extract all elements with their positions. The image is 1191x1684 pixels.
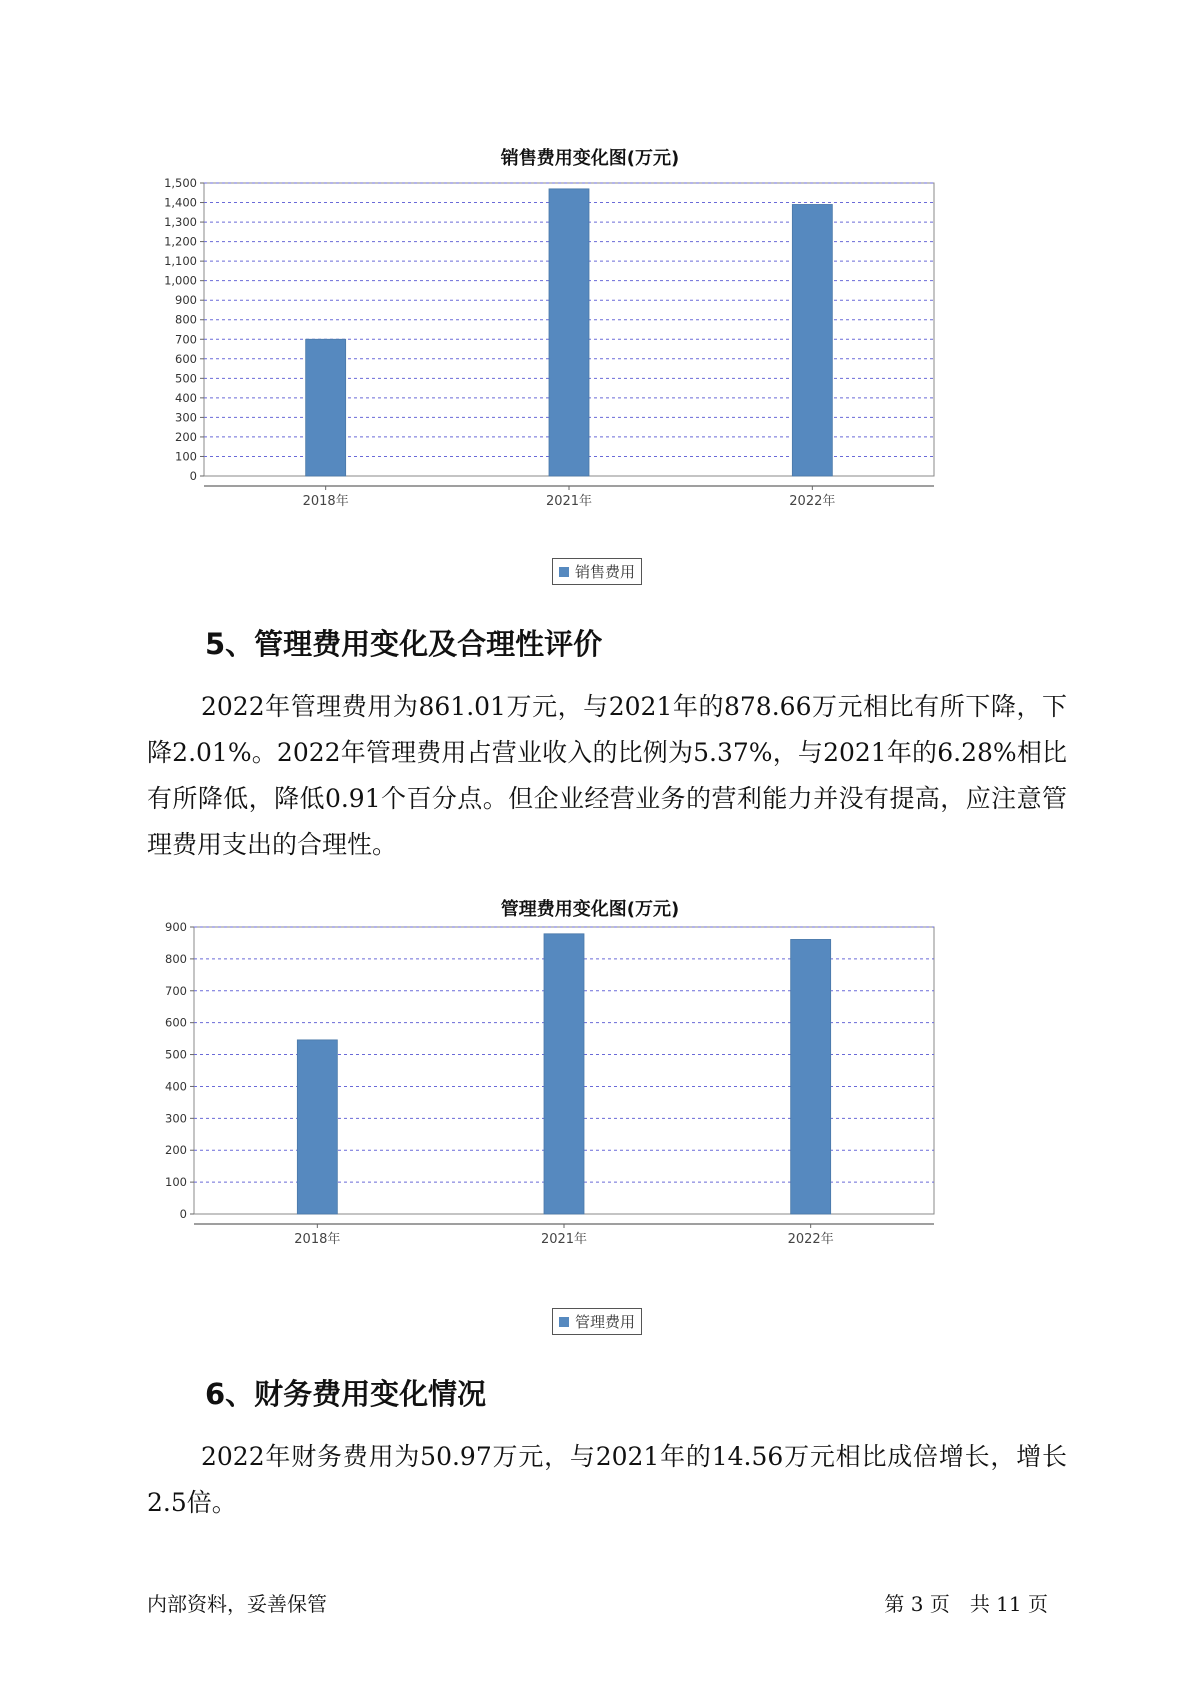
sales-bar [306,339,346,476]
section6-text: 2022年财务费用为50.97万元，与2021年的14.56万元相比成倍增长，增长2.5倍。 [147,1442,1067,1517]
sales-ytick-label: 1,500 [164,176,197,190]
admin-xtick-label: 2021年 [540,1232,588,1247]
sales-chart-legend [552,558,642,585]
sales-ytick-label: 1,200 [164,234,197,249]
sales-ytick-label: 1,300 [164,215,197,230]
admin-ytick-label: 800 [165,951,187,966]
admin-chart-legend [552,1308,642,1335]
admin-ytick-label: 100 [165,1175,187,1190]
sales-xtick-label: 2018年 [302,494,349,509]
admin-bar [297,1040,337,1214]
sales-bar [549,189,589,476]
admin-ytick-label: 200 [165,1143,187,1158]
sales-chart-plot [150,176,1030,580]
section5-heading: 5、管理费用变化及合理性评价 [205,627,603,661]
legend-swatch-icon [559,1317,569,1327]
sales-ytick-label: 300 [175,410,197,425]
admin-expense-chart [150,895,1030,1355]
sales-xtick-label: 2021年 [545,494,593,509]
admin-ytick-label: 300 [165,1111,187,1126]
sales-ytick-label: 600 [175,351,197,366]
admin-ytick-label: 0 [179,1207,187,1221]
sales-ytick-label: 500 [175,371,197,386]
admin-ytick-label: 700 [165,983,187,998]
admin-xtick-label: 2022年 [787,1232,834,1247]
admin-chart-plot [150,920,1030,1330]
sales-ytick-label: 1,400 [164,195,197,210]
section6-paragraph [147,1434,1067,1526]
sales-ytick-label: 200 [175,429,197,444]
sales-ytick-label: 700 [175,332,197,347]
sales-bar [792,204,832,476]
sales-ytick-label: 900 [175,293,197,308]
sales-ytick-label: 0 [189,469,197,483]
admin-ytick-label: 600 [165,1015,187,1030]
sales-ytick-label: 400 [175,390,197,405]
admin-chart-title: 管理费用变化图(万元) [500,899,680,920]
admin-ytick-label: 900 [165,920,187,934]
admin-bar [791,939,831,1214]
sales-chart-title: 销售费用变化图(万元) [500,148,680,169]
admin-ytick-label: 400 [165,1079,187,1094]
section6-heading: 6、财务费用变化情况 [205,1377,487,1411]
legend-swatch-icon [559,567,569,577]
sales-xtick-label: 2022年 [789,494,836,509]
section5-text: 2022年管理费用为861.01万元，与2021年的878.66万元相比有所下降，下降2.01%。2022年管理费用占营业收入的比例为5.37%，与2021年的6.28%相比有所降低，降低0.91个百分点。但企业经营业务的营利能力并没有提高，应注意管理费用支出的合理性。 [147,692,1067,859]
sales-ytick-label: 1,100 [164,254,197,269]
sales-legend-label: 销售费用 [575,563,636,581]
sales-ytick-label: 800 [175,312,197,327]
sales-ytick-label: 100 [175,449,197,464]
admin-bar [544,934,584,1214]
sales-expense-chart [150,140,1030,600]
footer-page-number: 第 3 页 共 11 页 [884,1592,1048,1616]
sales-ytick-label: 1,000 [164,273,197,288]
admin-legend-label: 管理费用 [575,1313,636,1331]
admin-ytick-label: 500 [165,1047,187,1062]
footer-confidential-note: 内部资料，妥善保管 [147,1592,327,1616]
section5-paragraph [147,684,1067,868]
admin-xtick-label: 2018年 [294,1232,341,1247]
